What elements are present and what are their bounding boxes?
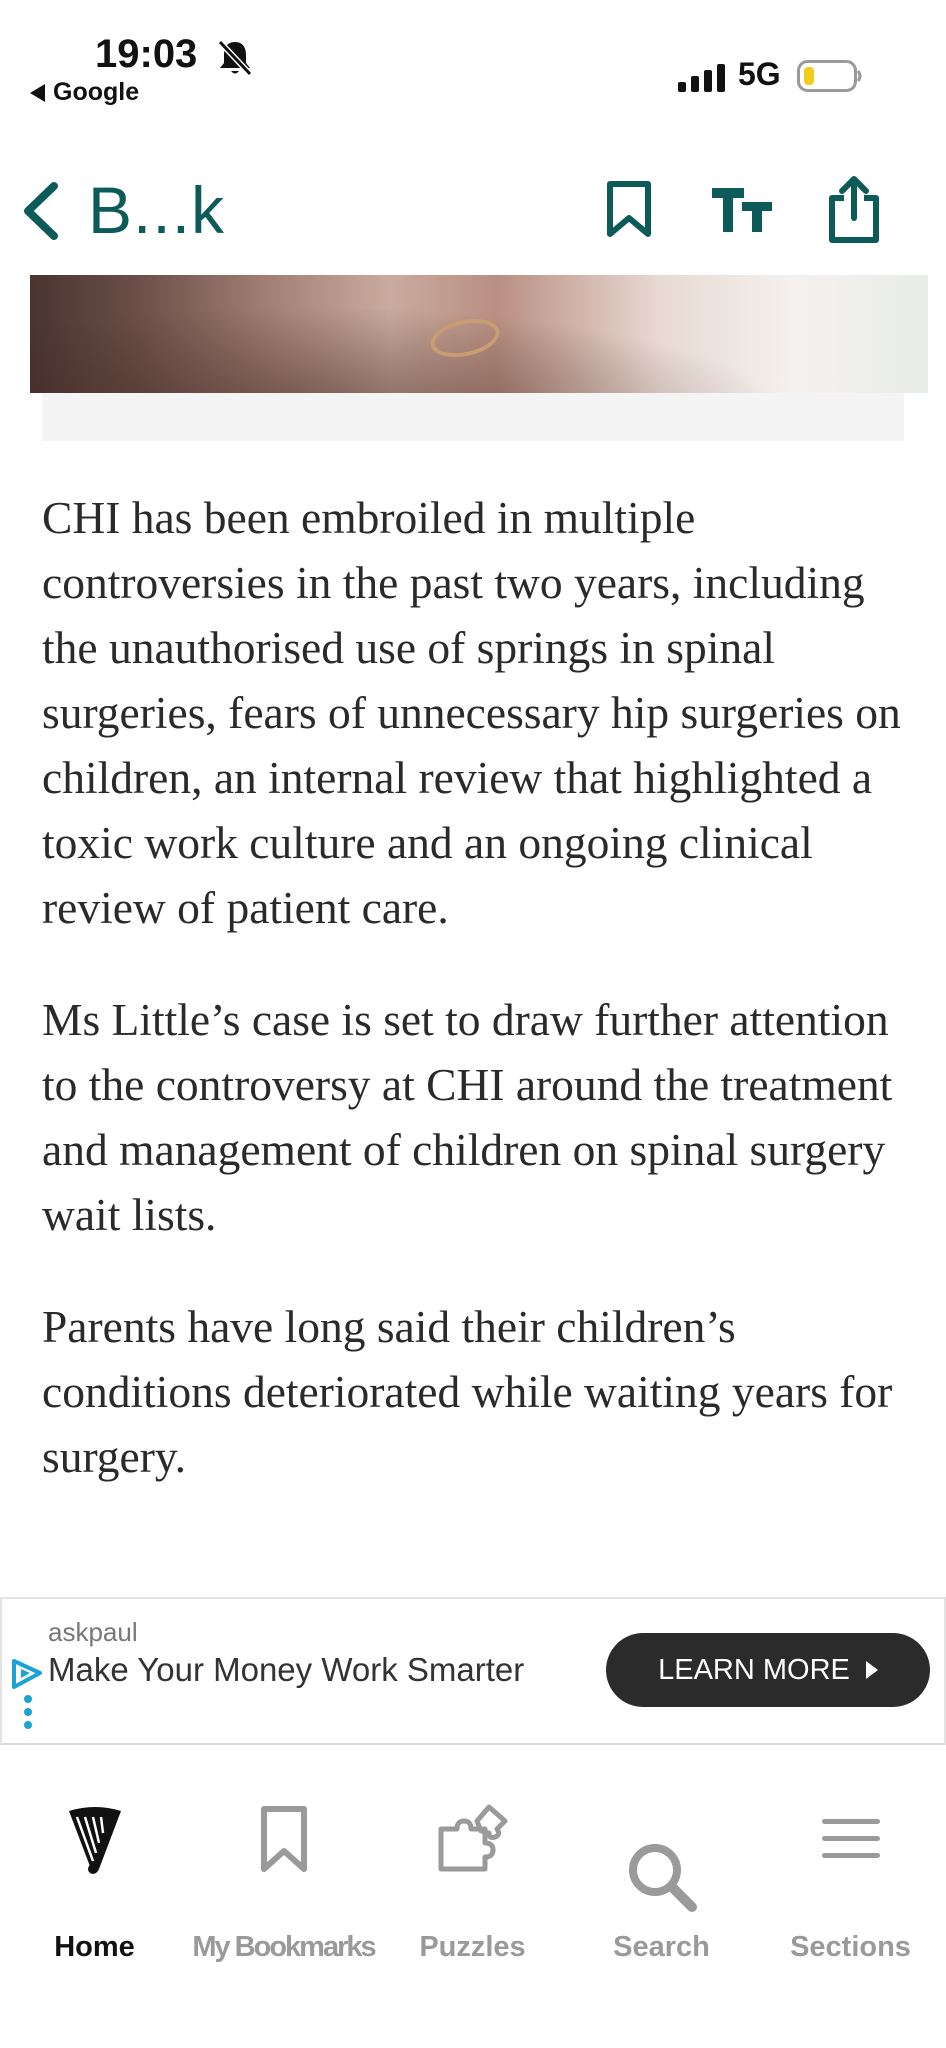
- play-arrow-icon: [866, 1661, 878, 1679]
- tab-puzzles[interactable]: [378, 1745, 567, 1985]
- harp-icon: [65, 1805, 125, 1877]
- tab-label: My Bookmarks: [192, 1931, 375, 1963]
- learn-more-label: LEARN MORE: [658, 1653, 850, 1686]
- battery-icon: [797, 60, 863, 92]
- tab-label: Puzzles: [419, 1931, 526, 1963]
- back-triangle-icon: [30, 84, 45, 102]
- nav-title[interactable]: B...k: [88, 173, 226, 247]
- search-icon: [626, 1841, 698, 1913]
- article-body: [42, 485, 922, 1536]
- chevron-left-icon[interactable]: [18, 178, 62, 244]
- back-app-label: Google: [53, 78, 140, 106]
- tab-search[interactable]: [567, 1745, 756, 1985]
- tab-label: Home: [54, 1931, 135, 1963]
- image-caption-strip: [42, 393, 904, 441]
- status-time: 19:03: [95, 32, 198, 76]
- ad-choices-icon[interactable]: [10, 1659, 46, 1735]
- article-paragraph: CHI has been embroiled in multiple controversies in the past two years, including the unauthorised use of springs in spinal surgeries, fears of unnecessary hip surgeries on children, an internal review that highlighted a toxic work culture and an ongoing clinical review of patient care.: [42, 492, 901, 933]
- back-to-google-link[interactable]: [30, 78, 139, 107]
- learn-more-button[interactable]: [606, 1633, 930, 1707]
- bottom-tab-bar: [0, 1745, 946, 2048]
- status-bar: [0, 0, 946, 120]
- tab-sections[interactable]: [756, 1745, 945, 1985]
- puzzle-icon: [437, 1803, 509, 1873]
- ad-sponsor: askpaul: [48, 1617, 138, 1647]
- signal-icon: [678, 64, 726, 92]
- tab-home[interactable]: [0, 1745, 189, 1985]
- tab-label: Search: [613, 1931, 710, 1963]
- ad-banner[interactable]: [0, 1597, 946, 1745]
- article-image: [30, 275, 928, 393]
- network-type: 5G: [738, 56, 781, 92]
- ad-headline[interactable]: Make Your Money Work Smarter: [48, 1651, 525, 1688]
- share-icon[interactable]: [826, 174, 882, 244]
- tab-label: Sections: [790, 1931, 911, 1963]
- bell-slash-icon: [216, 38, 254, 78]
- bookmark-icon[interactable]: [604, 180, 654, 238]
- text-size-icon[interactable]: [710, 182, 774, 236]
- menu-icon: [822, 1819, 880, 1859]
- article-paragraph: Parents have long said their children’s conditions deteriorated while waiting years for surgery.: [42, 1301, 893, 1482]
- article-paragraph: Ms Little’s case is set to draw further attention to the controversy at CHI around the treatment and management of children on spinal surgery wait lists.: [42, 994, 893, 1240]
- bookmark-icon: [259, 1805, 309, 1873]
- tab-my-bookmarks[interactable]: [189, 1745, 378, 1985]
